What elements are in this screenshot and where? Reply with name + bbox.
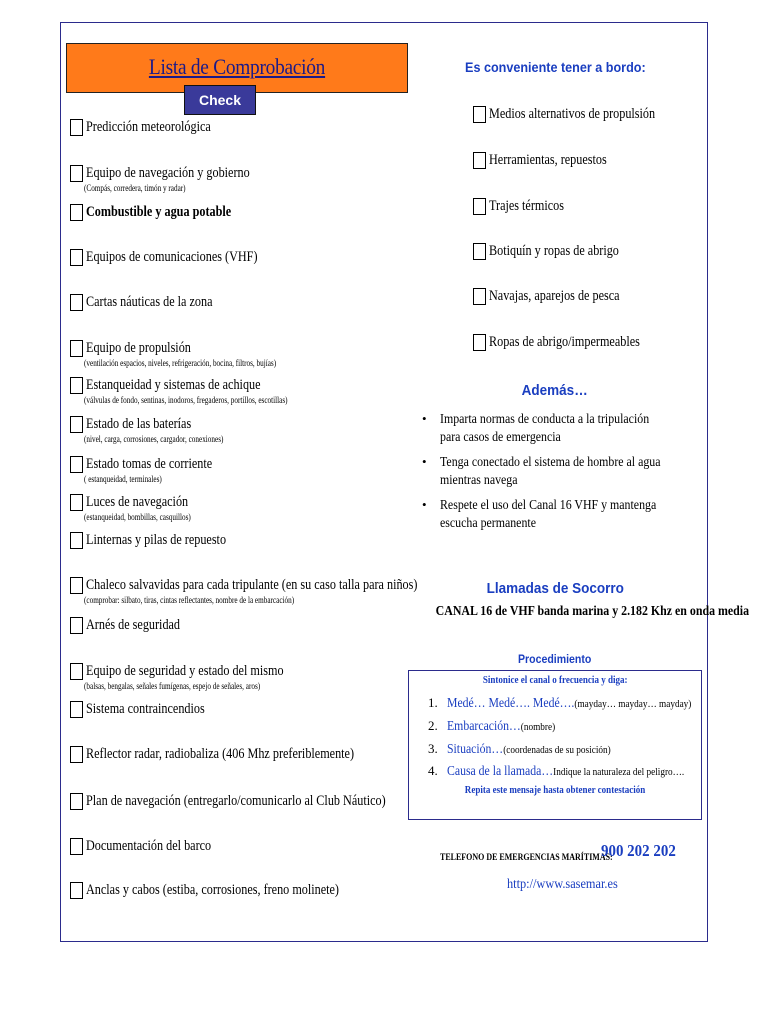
socorro-heading-text: Llamadas de Socorro bbox=[486, 580, 624, 597]
checklist-item-label: Estanqueidad y sistemas de achique bbox=[86, 377, 261, 393]
onboard-heading bbox=[440, 59, 670, 75]
checkbox[interactable] bbox=[70, 701, 83, 718]
checkbox[interactable] bbox=[473, 243, 486, 260]
checklist-item-label: Equipos de comunicaciones (VHF) bbox=[86, 249, 258, 265]
checklist-item-luces[interactable] bbox=[70, 494, 217, 522]
checklist-item-prediccion[interactable] bbox=[70, 119, 235, 136]
socorro-heading bbox=[455, 580, 655, 597]
ademas-list bbox=[422, 410, 700, 539]
checklist-item-label: Sistema contraincendios bbox=[86, 701, 205, 717]
list-item-text: Respete el uso del Canal 16 VHF y mantenga escucha permanente bbox=[440, 497, 657, 530]
step-detail: (coordenadas de su posición) bbox=[503, 744, 611, 756]
step-key: Causa de la llamada… bbox=[447, 764, 554, 779]
checkbox[interactable] bbox=[70, 746, 83, 763]
procedure-heading bbox=[490, 652, 620, 666]
checkbox[interactable] bbox=[70, 663, 83, 680]
checklist-item-note: (Compás, corredera, timón y radar) bbox=[84, 183, 186, 193]
step-detail: (mayday… mayday… mayday) bbox=[574, 698, 692, 710]
procedure-step bbox=[428, 762, 729, 780]
checklist-item-label: Luces de navegación bbox=[86, 494, 189, 510]
checklist-item-linternas[interactable] bbox=[70, 532, 253, 549]
procedure-footer bbox=[409, 784, 701, 796]
onboard-item[interactable] bbox=[473, 152, 629, 169]
onboard-item-label: Trajes térmicos bbox=[489, 198, 564, 214]
step-number: 4. bbox=[428, 763, 438, 778]
checkbox[interactable] bbox=[70, 340, 83, 357]
checklist-item-label: Combustible y agua potable bbox=[86, 204, 232, 220]
onboard-item[interactable] bbox=[473, 198, 578, 215]
checkbox[interactable] bbox=[70, 165, 83, 182]
onboard-item-label: Botiquín y ropas de abrigo bbox=[489, 243, 619, 259]
procedure-heading-text: Procedimiento bbox=[518, 652, 592, 666]
checklist-item-label: Estado de las baterías bbox=[86, 416, 192, 432]
onboard-item[interactable] bbox=[473, 243, 644, 260]
checklist-item-label: Equipo de propulsión bbox=[86, 340, 191, 356]
checklist-item-plan[interactable] bbox=[70, 793, 443, 810]
checkbox[interactable] bbox=[70, 838, 83, 855]
emergency-phone-label: TELEFONO DE EMERGENCIAS MARÍTIMAS: bbox=[440, 853, 613, 863]
checklist-item-cartas[interactable] bbox=[70, 294, 237, 311]
bullet-icon: • bbox=[422, 411, 427, 426]
checklist-item-anclas[interactable] bbox=[70, 882, 387, 899]
bullet-icon: • bbox=[422, 454, 427, 469]
checklist-item-navegacion[interactable] bbox=[70, 165, 281, 193]
checklist-item-label: Arnés de seguridad bbox=[86, 617, 181, 633]
onboard-heading-text: Es conveniente tener a bordo: bbox=[464, 59, 646, 75]
onboard-item-label: Navajas, aparejos de pesca bbox=[489, 288, 620, 304]
onboard-item[interactable] bbox=[473, 334, 669, 351]
checklist-item-label: Documentación del barco bbox=[86, 838, 212, 854]
checklist-item-label: Equipo de seguridad y estado del mismo bbox=[86, 663, 284, 679]
ademas-heading-text: Además… bbox=[521, 382, 589, 399]
checkbox[interactable] bbox=[70, 882, 83, 899]
list-item bbox=[422, 453, 700, 489]
checklist-item-note: (estanqueidad, bombillas, casquillos) bbox=[84, 512, 191, 522]
checklist-item-note: (balsas, bengalas, señales fumígenas, espejo de señales, aros) bbox=[84, 681, 261, 691]
checklist-item-note: (ventilación espacios, niveles, refrigeración, bocina, filtros, bujías) bbox=[84, 358, 277, 368]
checklist-item-contraincendios[interactable] bbox=[70, 701, 227, 718]
checkbox[interactable] bbox=[70, 294, 83, 311]
checkbox[interactable] bbox=[70, 793, 83, 810]
procedure-footer-text: Repita este mensaje hasta obtener contestación bbox=[464, 784, 646, 796]
checklist-item-seguridad[interactable] bbox=[70, 663, 321, 691]
checkbox[interactable] bbox=[70, 377, 83, 394]
step-key: Medé… Medé…. Medé…. bbox=[447, 696, 575, 711]
sasemar-link[interactable]: http://www.sasemar.es bbox=[507, 877, 618, 892]
checkbox[interactable] bbox=[70, 249, 83, 266]
list-item bbox=[422, 496, 700, 532]
checklist-item-note: (comprobar: silbato, tiras, cintas reflectantes, nombre de la embarcación) bbox=[84, 595, 295, 605]
checklist-item-label: Reflector radar, radiobaliza (406 Mhz preferiblemente) bbox=[86, 746, 355, 762]
checklist-item-note: ( estanqueidad, terminales) bbox=[84, 474, 162, 484]
step-key: Situación… bbox=[447, 742, 504, 757]
onboard-item[interactable] bbox=[473, 288, 644, 305]
onboard-item-label: Ropas de abrigo/impermeables bbox=[489, 334, 640, 350]
step-detail: Indique la naturaleza del peligro…. bbox=[553, 766, 685, 778]
procedure-step bbox=[428, 694, 738, 712]
checklist-item-note: (nivel, carga, corrosiones, cargador, conexiones) bbox=[84, 434, 224, 444]
procedure-step bbox=[428, 740, 642, 758]
ademas-heading bbox=[470, 382, 640, 399]
onboard-item-label: Medios alternativos de propulsión bbox=[489, 106, 656, 122]
onboard-item-label: Herramientas, repuestos bbox=[489, 152, 607, 168]
checklist-item-documentacion[interactable] bbox=[70, 838, 235, 855]
checkbox[interactable] bbox=[473, 198, 486, 215]
check-list-badge: Check List bbox=[184, 85, 256, 115]
distress-channel-label: CANAL 16 de VHF banda marina y 2.182 Khz en onda media bbox=[435, 604, 750, 619]
list-item-text: Tenga conectado el sistema de hombre al agua mientras navega bbox=[440, 454, 661, 487]
checklist-item-arnes[interactable] bbox=[70, 617, 198, 634]
list-item-text: Imparta normas de conducta a la tripulación para casos de emergencia bbox=[440, 411, 650, 444]
checklist-item-comunicaciones[interactable] bbox=[70, 249, 290, 266]
checklist-item-label: Plan de navegación (entregarlo/comunicarlo al Club Náutico) bbox=[86, 793, 386, 809]
checklist-item-reflector[interactable] bbox=[70, 746, 405, 763]
checklist-item-label: Anclas y cabos (estiba, corrosiones, freno molinete) bbox=[86, 882, 339, 898]
checklist-item-label: Predicción meteorológica bbox=[86, 119, 211, 135]
checkbox[interactable] bbox=[70, 532, 83, 549]
emergency-phone bbox=[440, 841, 676, 865]
checklist-item-label: Chaleco salvavidas para cada tripulante (en su caso talla para niños) bbox=[86, 577, 418, 593]
checklist-item-note: (válvulas de fondo, sentinas, inodoros, fregaderos, portillos, escotillas) bbox=[84, 395, 288, 405]
page-title: Lista de Comprobación bbox=[148, 54, 326, 79]
checkbox[interactable] bbox=[473, 334, 486, 351]
distress-channel-text bbox=[408, 604, 750, 620]
checklist-item-estanqueidad[interactable] bbox=[70, 377, 338, 405]
step-key: Embarcación… bbox=[447, 719, 521, 734]
checkbox[interactable] bbox=[70, 416, 83, 433]
list-item bbox=[422, 410, 700, 446]
checkbox[interactable] bbox=[70, 119, 83, 136]
checklist-item-label: Cartas náuticas de la zona bbox=[86, 294, 213, 310]
checkbox[interactable] bbox=[70, 577, 83, 594]
bullet-icon: • bbox=[422, 497, 427, 512]
step-number: 3. bbox=[428, 741, 438, 756]
procedure-intro-text: Sintonice el canal o frecuencia y diga: bbox=[482, 674, 628, 686]
checkbox[interactable] bbox=[70, 456, 83, 473]
checkbox[interactable] bbox=[70, 204, 83, 221]
step-number: 2. bbox=[428, 718, 438, 733]
checkbox[interactable] bbox=[473, 152, 486, 169]
checkbox[interactable] bbox=[70, 617, 83, 634]
checklist-item-tomas[interactable] bbox=[70, 456, 236, 484]
checklist-item-label: Estado tomas de corriente bbox=[86, 456, 213, 472]
checklist-item-combustible[interactable] bbox=[70, 204, 259, 221]
checkbox[interactable] bbox=[473, 106, 486, 123]
checkbox[interactable] bbox=[70, 494, 83, 511]
procedure-step bbox=[428, 717, 576, 735]
checklist-item-propulsion[interactable] bbox=[70, 340, 324, 368]
step-detail: (nombre) bbox=[520, 721, 556, 733]
onboard-item[interactable] bbox=[473, 106, 687, 123]
checkbox[interactable] bbox=[473, 288, 486, 305]
checklist-item-chaleco[interactable] bbox=[70, 577, 481, 605]
emergency-phone-number[interactable]: 900 202 202 bbox=[601, 841, 676, 860]
checklist-item-baterias[interactable] bbox=[70, 416, 258, 444]
checklist-item-label: Equipo de navegación y gobierno bbox=[86, 165, 250, 181]
step-number: 1. bbox=[428, 695, 438, 710]
checklist-item-label: Linternas y pilas de repuesto bbox=[86, 532, 227, 548]
procedure-intro bbox=[409, 674, 701, 686]
